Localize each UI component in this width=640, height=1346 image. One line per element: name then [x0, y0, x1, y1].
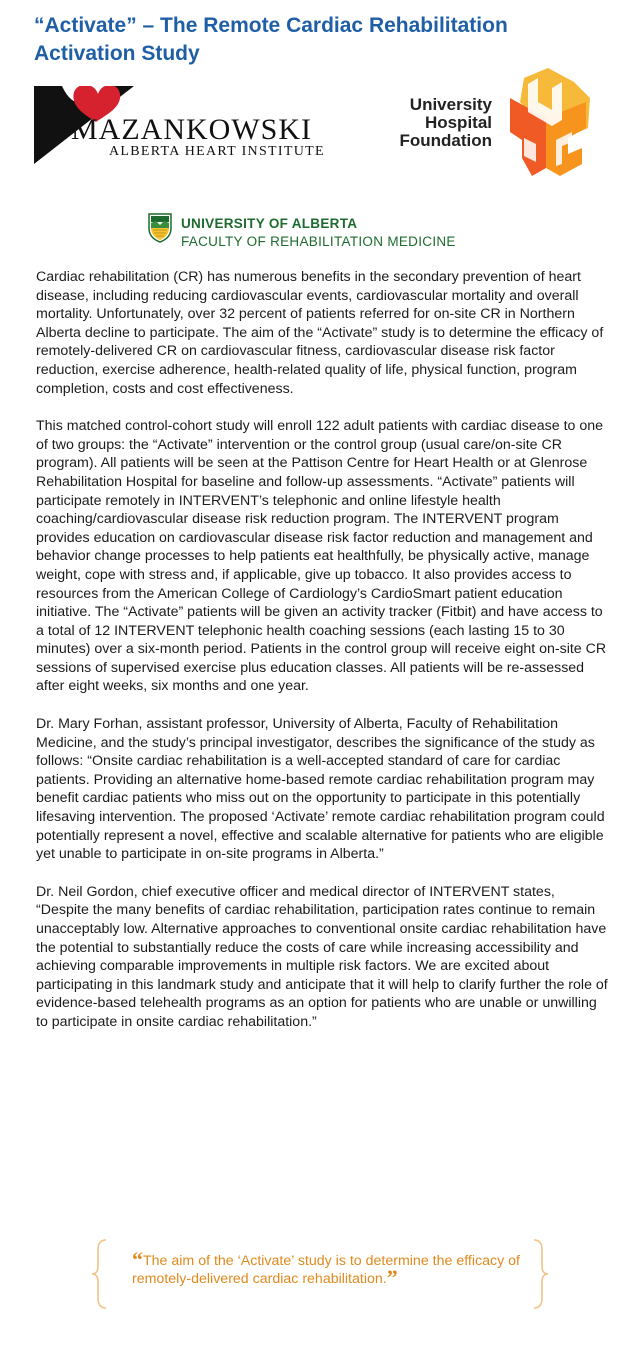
uhf-logo-text — [396, 96, 492, 150]
pull-quote-text: The aim of the ‘Activate’ study is to determine the efficacy of remotely-delivered cardiac rehabilitation. — [132, 1253, 520, 1287]
ualberta-line2: FACULTY OF REHABILITATION MEDICINE — [181, 234, 456, 249]
ualberta-logo — [148, 213, 508, 253]
close-quote-mark: ” — [386, 1265, 398, 1290]
open-quote-mark: “ — [132, 1247, 143, 1272]
pull-quote — [90, 1238, 550, 1310]
uhf-line2: Hospital — [424, 113, 492, 132]
mazankowski-name: MAZANKOWSKI — [71, 113, 312, 146]
uhf-line3: Foundation — [399, 131, 492, 150]
ualberta-line1: UNIVERSITY OF ALBERTA — [181, 216, 358, 231]
paragraph: Cardiac rehabilitation (CR) has numerous benefits in the secondary prevention of heart disease, including reducing cardiovascular events, cardiovascular mortality and overall mortality. Unfortunately, over 32 percent of patients referred for on-site CR in Northern Alberta decline to participate. The aim of the “Activate” study is to determine the efficacy of remotely-delivered CR on cardiovascular fitness, cardiovascular disease risk factor reduction, exercise adherence, health-related quality of life, physical function, program completion, costs and cost effectiveness. — [36, 269, 604, 397]
page-title: “Activate” – The Remote Cardiac Rehabilitation Activation Study — [34, 14, 508, 65]
uhf-line1: University — [409, 95, 492, 114]
mazankowski-logo — [34, 86, 359, 164]
ualberta-shield-icon — [148, 213, 172, 243]
left-brace-icon — [90, 1238, 110, 1310]
uhf-logo-mark — [502, 68, 592, 180]
right-brace-icon — [530, 1238, 550, 1310]
mazankowski-subtitle: ALBERTA HEART INSTITUTE — [109, 144, 325, 159]
paragraph: Dr. Mary Forhan, assistant professor, University of Alberta, Faculty of Rehabilitation Medicine, and the study’s principal investigator, describes the significance of the study as follows: “Onsite cardiac rehabilitation is a well-accepted standard of care for cardiac patients. Providing an alternative home-based remote cardiac rehabilitation program may benefit cardiac patients who miss out on the opportunity to participate in this potentially lifesaving intervention. The proposed ‘Activate’ remote cardiac rehabilitation program could potentially represent a novel, effective and scalable alternative for patients who are eligible yet unable to participate in on-site programs in Alberta.” — [36, 716, 605, 863]
article-body — [36, 268, 610, 1051]
paragraph: This matched control-cohort study will enroll 122 adult patients with cardiac disease to one of two groups: the “Activate” intervention or the control group (usual care/on-site CR program). All patients will be seen at the Pattison Centre for Heart Health or at Glenrose Rehabilitation Hospital for baseline and follow-up assessments. “Activate” patients will participate remotely in INTERVENT’s telephonic and online lifestyle health coaching/cardiovascular disease risk reduction program. The INTERVENT program provides education on cardiovascular disease risk factor reduction and management and behavior change processes to help patients eat healthfully, be physically active, manage weight, cope with stress and, if applicable, give up tobacco. It also provides access to resources from the American College of Cardiology’s CardioSmart patient education initiative. The “Activate” patients will be given an activity tracker (Fitbit) and have access to a total of 12 INTERVENT telephonic health coaching sessions (each lasting 15 to 30 minutes) over a six-month period. Patients in the control group will receive eight on-site CR sessions of supervised exercise plus education classes. All patients will be re-assessed after eight weeks, six months and one year. — [36, 418, 607, 695]
paragraph: Dr. Neil Gordon, chief executive officer and medical director of INTERVENT states, “Despite the many benefits of cardiac rehabilitation, participation rates continue to remain unacceptably low. Alternative approaches to conventional onsite cardiac rehabilitation have the potential to substantially reduce the costs of care while increasing accessibility and achieving comparable improvements in multiple risk factors. We are excited about participating in this landmark study and anticipate that it will help to clarify further the role of evidence-based telehealth programs as an option for patients who are unable or unwilling to participate in onsite cardiac rehabilitation.” — [36, 883, 608, 1030]
